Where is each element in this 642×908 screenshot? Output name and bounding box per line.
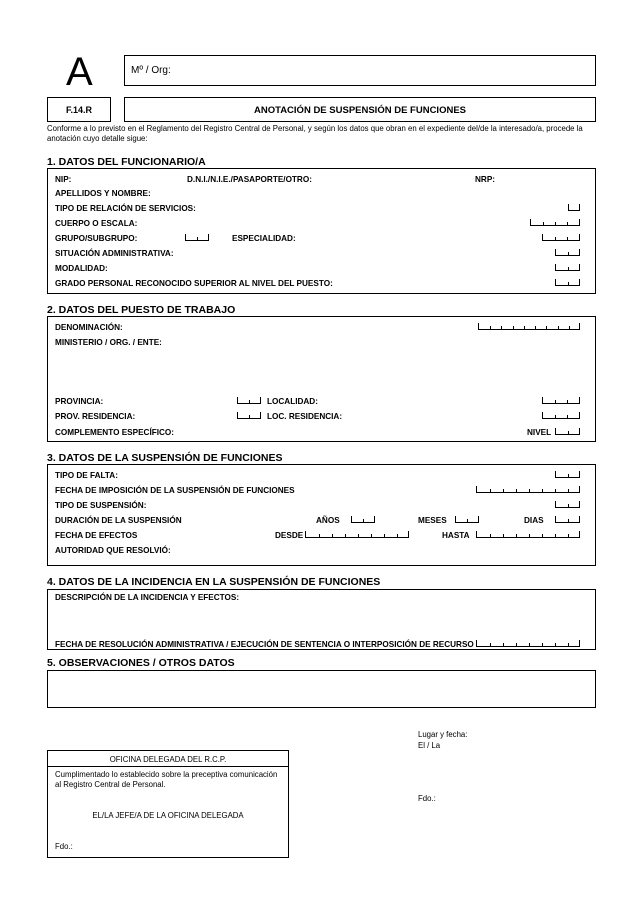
nivel-label: NIVEL [527,428,552,437]
modalidad-label: MODALIDAD: [55,264,108,273]
grado-code-box[interactable] [555,279,580,286]
localidad-code-box[interactable] [542,397,580,404]
cuerpo-label: CUERPO O ESCALA: [55,219,138,228]
org-box[interactable] [124,55,596,86]
nivel-code-box[interactable] [555,428,580,435]
lugar-fecha-label: Lugar y fecha: [418,730,468,739]
intro-line-2: anotación cuyo detalle sigue: [47,134,148,143]
situacion-code-box[interactable] [555,249,580,256]
org-label: Mº / Org: [131,65,171,76]
prov-residencia-code-box[interactable] [237,412,261,419]
section1-title: 1. DATOS DEL FUNCIONARIO/A [47,156,206,168]
tipo-falta-code-box[interactable] [555,471,580,478]
provincia-label: PROVINCIA: [55,397,104,406]
provincia-code-box[interactable] [237,397,261,404]
descripcion-label: DESCRIPCIÓN DE LA INCIDENCIA Y EFECTOS: [55,593,240,602]
jefe-label: EL/LA JEFE/A DE LA OFICINA DELEGADA [92,811,244,820]
meses-box[interactable] [455,516,479,523]
intro-line-1: Conforme a lo previsto en el Reglamento del Registro Central de Personal, y según los datos que obran en el expediente del/de la interesado/a, procede la [47,124,583,133]
section2-box [47,316,596,442]
section4-title: 4. DATOS DE LA INCIDENCIA EN LA SUSPENSIÓN DE FUNCIONES [47,576,381,588]
fdo-right-label: Fdo.: [418,794,436,803]
situacion-label: SITUACIÓN ADMINISTRATIVA: [55,249,174,258]
complemento-label: COMPLEMENTO ESPECÍFICO: [55,428,175,437]
hasta-date-box[interactable] [476,531,580,538]
fecha-resolucion-date-box[interactable] [476,640,580,647]
hasta-label: HASTA [442,531,470,540]
ministerio-label: MINISTERIO / ORG. / ENTE: [55,338,162,347]
autoridad-label: AUTORIDAD QUE RESOLVIÓ: [55,546,171,555]
observaciones-box[interactable] [47,670,596,708]
oficina-divider [47,766,289,767]
form-code-box [47,97,111,122]
form-title-box [124,97,596,122]
tipo-suspension-label: TIPO DE SUSPENSIÓN: [55,501,147,510]
cuerpo-code-box[interactable] [530,219,580,226]
modalidad-code-box[interactable] [555,264,580,271]
fecha-imposicion-date-box[interactable] [476,486,580,493]
anos-box[interactable] [351,516,375,523]
dias-label: DIAS [524,516,544,525]
form-letter: A [66,50,93,94]
fecha-imposicion-label: FECHA DE IMPOSICIÓN DE LA SUSPENSIÓN DE FUNCIONES [55,486,295,495]
cumplimentado-line-1: Cumplimentado lo establecido sobre la preceptiva comunicación [55,770,278,779]
fdo-left-label: Fdo.: [55,842,73,851]
especialidad-label: ESPECIALIDAD: [232,234,296,243]
grado-label: GRADO PERSONAL RECONOCIDO SUPERIOR AL NIVEL DEL PUESTO: [55,279,333,288]
denominacion-label: DENOMINACIÓN: [55,323,123,332]
section3-title: 3. DATOS DE LA SUSPENSIÓN DE FUNCIONES [47,452,283,464]
dias-box[interactable] [555,516,580,523]
apellidos-label: APELLIDOS Y NOMBRE: [55,189,151,198]
loc-residencia-label: LOC. RESIDENCIA: [267,412,343,421]
section5-title: 5. OBSERVACIONES / OTROS DATOS [47,657,235,669]
prov-residencia-label: PROV. RESIDENCIA: [55,412,136,421]
nrp-label: NRP: [475,175,496,184]
cumplimentado-line-2: al Registro Central de Personal. [55,780,166,789]
desde-date-box[interactable] [305,531,409,538]
section2-title: 2. DATOS DEL PUESTO DE TRABAJO [47,304,236,316]
tipo-relacion-label: TIPO DE RELACIÓN DE SERVICIOS: [55,204,196,213]
meses-label: MESES [418,516,447,525]
tipo-falta-label: TIPO DE FALTA: [55,471,118,480]
denominacion-code-box[interactable] [478,323,580,330]
duracion-label: DURACIÓN DE LA SUSPENSIÓN [55,516,182,525]
anos-label: AÑOS [316,516,340,525]
form-code: F.14.R [65,105,92,115]
loc-residencia-code-box[interactable] [542,412,580,419]
fecha-efectos-label: FECHA DE EFECTOS [55,531,138,540]
section1-box [47,168,596,294]
tipo-relacion-code-box[interactable] [568,204,580,211]
desde-label: DESDE [275,531,304,540]
localidad-label: LOCALIDAD: [267,397,318,406]
oficina-title: OFICINA DELEGADA DEL R.C.P. [109,755,227,764]
grupo-code-box[interactable] [185,234,209,241]
especialidad-code-box[interactable] [542,234,580,241]
grupo-label: GRUPO/SUBGRUPO: [55,234,138,243]
nip-label: NIP: [55,175,72,184]
dni-label: D.N.I./N.I.E./PASAPORTE/OTRO: [187,175,312,184]
el-la-label: El / La [418,741,441,750]
tipo-suspension-code-box[interactable] [555,501,580,508]
fecha-resolucion-label: FECHA DE RESOLUCIÓN ADMINISTRATIVA / EJECUCIÓN DE SENTENCIA O INTERPOSICIÓN DE RECURSO [55,640,474,649]
form-title: ANOTACIÓN DE SUSPENSIÓN DE FUNCIONES [253,105,466,116]
